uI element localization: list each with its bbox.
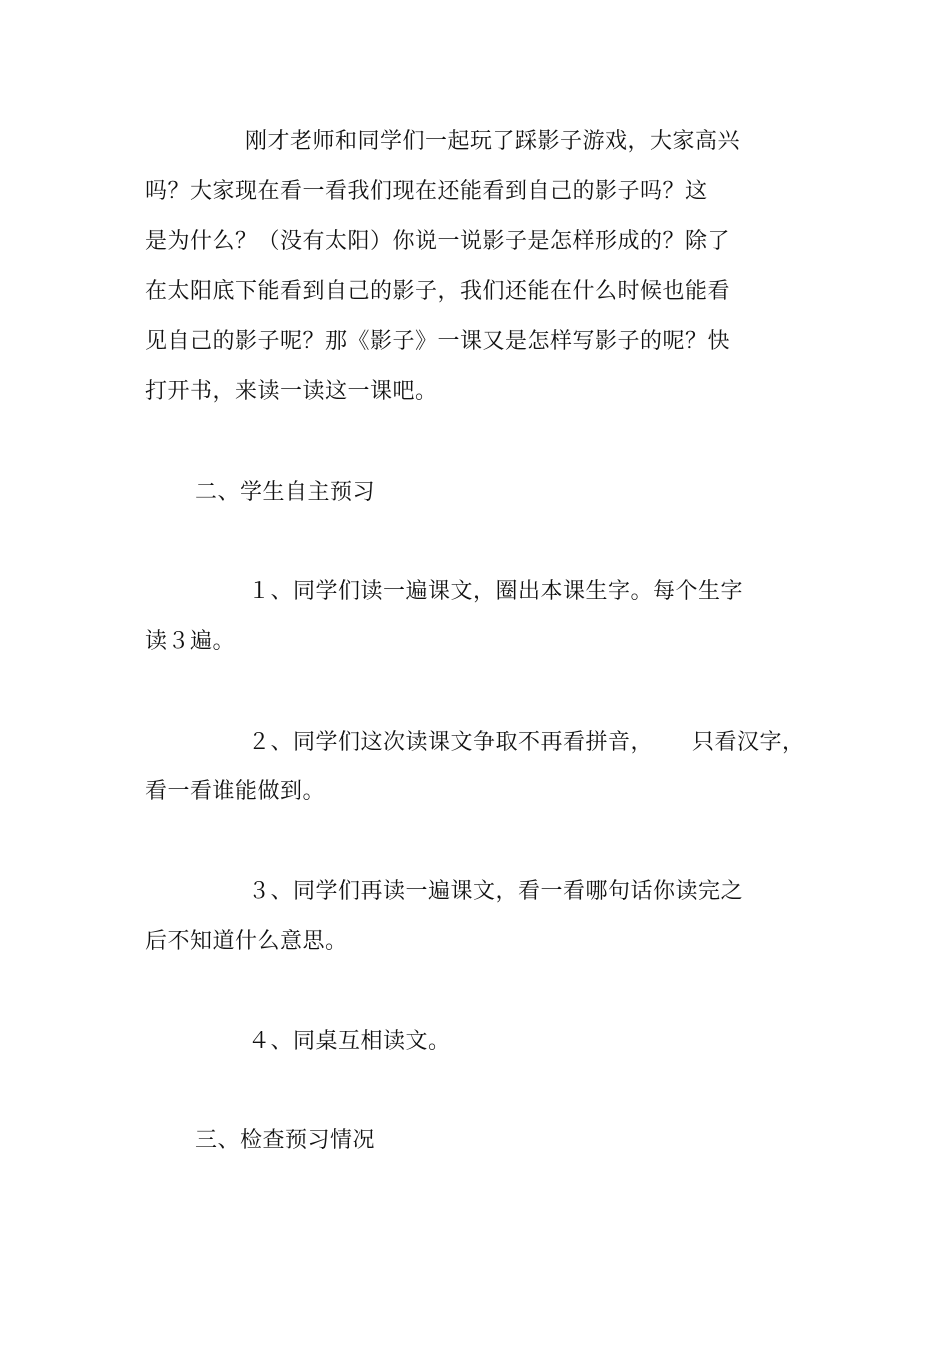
intro-line-6: 打开书，来读一读这一课吧。 bbox=[145, 379, 438, 404]
section-heading-check: 三、检查预习情况 bbox=[195, 1128, 376, 1153]
item-3-line-2: 后不知道什么意思。 bbox=[145, 929, 348, 954]
intro-line-3: 是为什么？（没有太阳）你说一说影子是怎样形成的？除了 bbox=[145, 229, 731, 254]
intro-line-4: 在太阳底下能看到自己的影子，我们还能在什么时候也能看 bbox=[145, 279, 731, 304]
item-2-line-1-end: 只看汉字， bbox=[692, 730, 805, 755]
item-3-line-1: ３、同学们再读一遍课文，看一看哪句话你读完之 bbox=[248, 879, 744, 904]
item-1-line-2: 读３遍。 bbox=[145, 629, 236, 654]
intro-line-2: 吗？大家现在看一看我们现在还能看到自己的影子吗？这 bbox=[145, 179, 708, 204]
item-4-line-1: ４、同桌互相读文。 bbox=[248, 1029, 451, 1054]
item-2-line-1: ２、同学们这次读课文争取不再看拼音， bbox=[248, 730, 654, 755]
section-heading-preview: 二、学生自主预习 bbox=[195, 480, 376, 505]
item-1-line-1: １、同学们读一遍课文，圈出本课生字。每个生字 bbox=[248, 579, 744, 604]
intro-line-5: 见自己的影子呢？那《影子》一课又是怎样写影子的呢？快 bbox=[145, 329, 731, 354]
item-2-line-2: 看一看谁能做到。 bbox=[145, 779, 326, 804]
intro-line-1: 刚才老师和同学们一起玩了踩影子游戏，大家高兴 bbox=[245, 129, 741, 154]
